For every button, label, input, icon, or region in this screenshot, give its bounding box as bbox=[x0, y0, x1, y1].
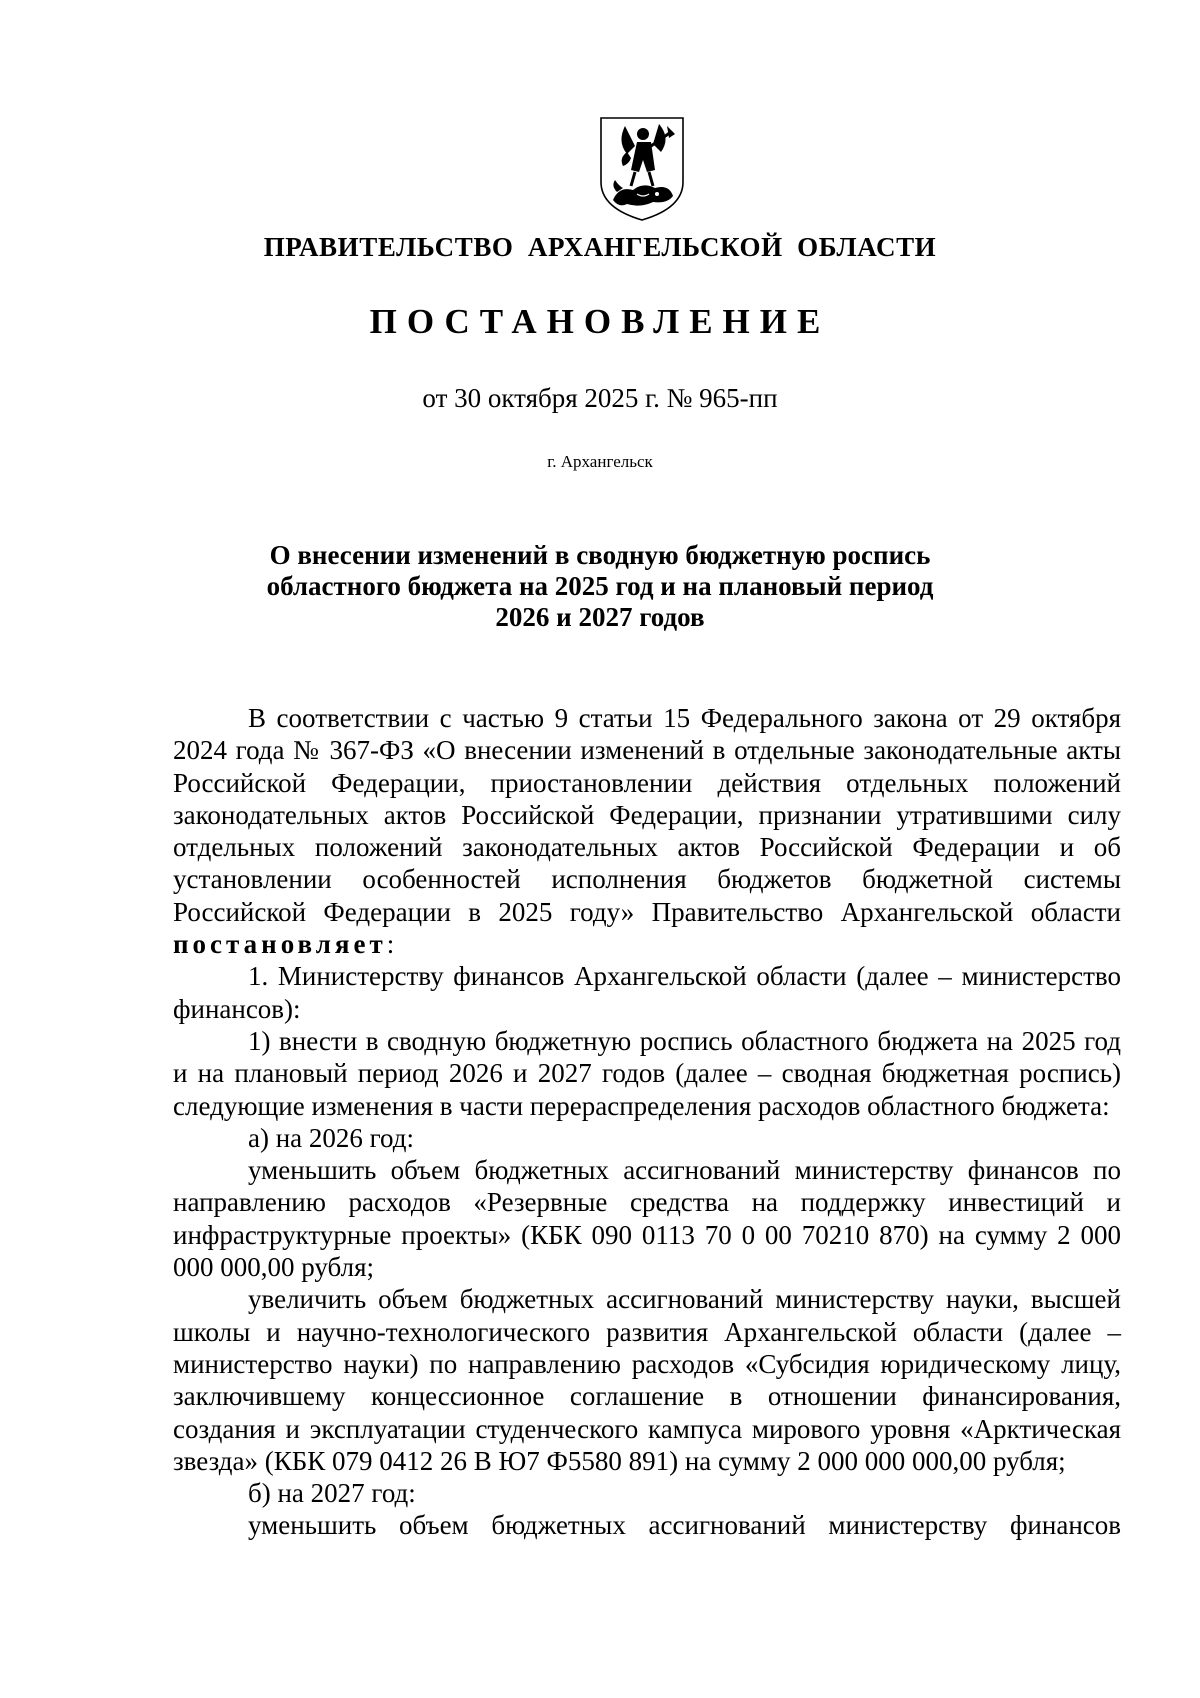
title-line-1: О внесении изменений в сводную бюджетную роспись bbox=[269, 540, 931, 570]
preamble-text: В соответствии с частью 9 статьи 15 Федерального закона от 29 октября 2024 года № 367-ФЗ «О внесении изменений в отдельные законодательные акты Российской Федерации, приостановлении действия отдельных положений законодательных актов Российской Федерации, признании утратившими силу отдельных положений законодательных актов Российской Федерации и об установлении особенностей исполнения бюджетов бюджетной системы Российской Федерации в 2025 году» Правительство Архангельской области bbox=[173, 703, 1121, 927]
preamble-paragraph bbox=[173, 702, 1121, 960]
title-line-2: областного бюджета на 2025 год и на плановый период bbox=[266, 571, 934, 601]
organization-name: ПРАВИТЕЛЬСТВО АРХАНГЕЛЬСКОЙ ОБЛАСТИ bbox=[263, 232, 937, 262]
paragraph-a-increase: увеличить объем бюджетных ассигнований министерству науки, высшей школы и научно-технологического развития Архангельской области (далее – министерство науки) по направлению расходов «Субсидия юридическому лицу, заключившему концессионное соглашение в отношении финансирования, создания и эксплуатации студенческого кампуса мирового уровня «Арктическая звезда» (КБК 079 0412 26 В Ю7 Ф5580 891) на сумму 2 000 000 000,00 рубля; bbox=[173, 1284, 1121, 1476]
resolves-word: постановляет bbox=[173, 929, 387, 960]
document-type: ПОСТАНОВЛЕНИЕ bbox=[369, 302, 831, 341]
title-line-3: 2026 и 2027 годов bbox=[495, 602, 705, 632]
document-title bbox=[0, 540, 1200, 633]
resolves-colon: : bbox=[386, 929, 395, 960]
paragraph-1-1: 1) внести в сводную бюджетную роспись областного бюджета на 2025 год и на плановый период 2026 и 2027 годов (далее – сводная бюджетная роспись) следующие изменения в части перераспределения расходов областного бюджета: bbox=[173, 1025, 1121, 1121]
paragraph-a-decrease: уменьшить объем бюджетных ассигнований министерству финансов по направлению расходов «Резервные средства на поддержку инвестиций и инфраструктурные проекты» (КБК 090 0113 70 0 00 70210 870) на сумму 2 000 000 000,00 рубля; bbox=[173, 1155, 1121, 1283]
document-body bbox=[173, 702, 1121, 1542]
paragraph-b: б) на 2027 год: bbox=[248, 1478, 416, 1509]
document-city: г. Архангельск bbox=[547, 452, 653, 471]
paragraph-b-decrease: уменьшить объем бюджетных ассигнований министерству финансов bbox=[248, 1510, 1121, 1541]
paragraph-1: 1. Министерству финансов Архангельской области (далее – министерство финансов): bbox=[173, 961, 1121, 1024]
coat-of-arms-icon bbox=[597, 112, 687, 224]
document-date-number: от 30 октября 2025 г. № 965-пп bbox=[422, 383, 778, 413]
paragraph-a: а) на 2026 год: bbox=[248, 1122, 415, 1153]
